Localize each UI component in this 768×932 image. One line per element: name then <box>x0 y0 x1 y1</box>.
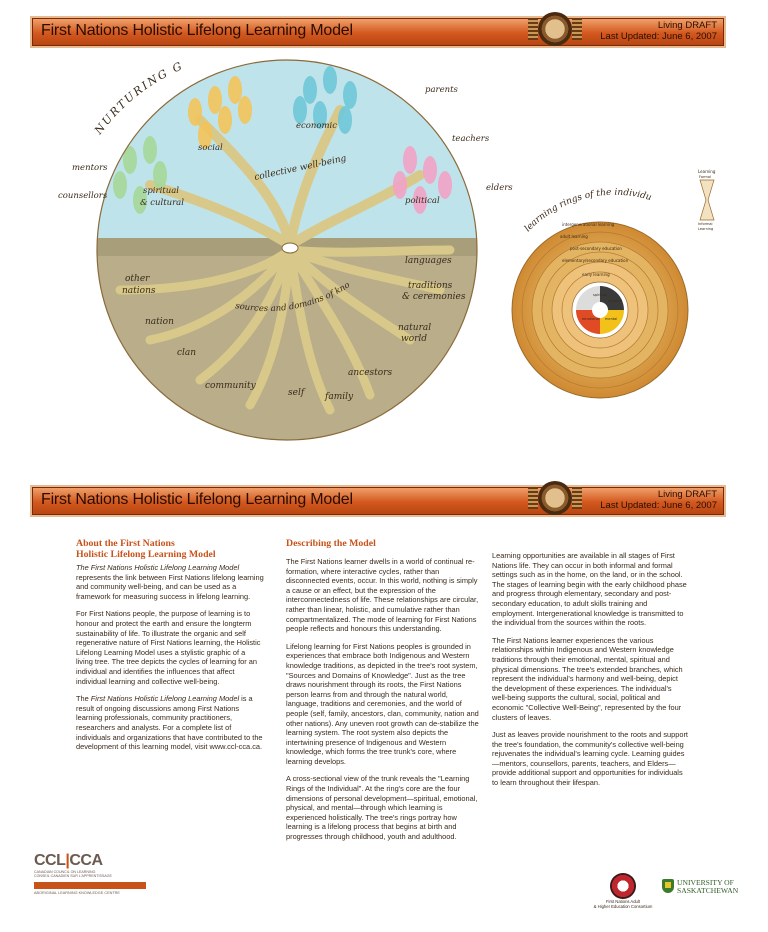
label-ceremonies: & ceremonies <box>402 292 466 302</box>
trunk-core-icon <box>282 243 298 253</box>
label-languages: languages <box>405 256 452 266</box>
callout-learning-1: Learning <box>698 169 716 174</box>
usask-name <box>677 879 738 896</box>
ccl-centre: ABORIGINAL LEARNING KNOWLEDGE CENTRE <box>34 890 120 895</box>
about-paragraph-2: For First Nations people, the purpose of learning is to honour and protect the earth and ensure the longterm sustainability of life. To illustrate the organic and self regenerative nature of First Nations learning, the Holistic Lifelong Learning Model uses a stylistic graphic of a living tree. The tree depicts the cycles of learning for an individual and identifies the influences that affect individual learning and collective well-being. <box>76 609 261 686</box>
about-p3-body: is a result of ongoing discussions among First Nations learning professionals, community practitioners, researchers and analysts. For a complete list of individuals and organizations that have contributed to the development of this learning model, visit www.ccl-cca.ca. <box>76 694 263 752</box>
describe-paragraph-3: A cross-sectional view of the trunk reveals the "Learning Rings of the Individual". At the ring's core are the four dimensions of personal development—spiritual, emotional, physical, and mental—through which learning is experienced holistically. The tree's rings portray how learning is a lifelong process that begins at birth and progresses through childhood, youth and adulthood. <box>286 774 478 842</box>
right-paragraph-1: Learning opportunities are available in all stages of First Nations life. They can occur in both informal and formal settings such as in the home, on the land, or in the school. The stages of learning begin with the early childhood phase and progress through elementary, secondary and post-secondary education, to adult skills training and employment. Intergenerational knowledge is transmitted to the individual from the sources within the roots. <box>492 551 687 628</box>
describe-paragraph-2: Lifelong learning for First Nations peoples is grounded in experiences that embrace both Indigenous and Western knowledge traditions, as depicted in the tree's root system, "Sources and Domains of Knowledge". Just as the tree draws nourishment through its roots, the First Nations person learns from and through the natural world, language, traditions and ceremonies, and the world of people (self, family, ancestors, clan, community, nation and other nations). Any uneven root growth can de-stabilize the learning system. The root system also depicts the intertwining presence of Indigenous and Western knowledge, which forms the tree trunk's core, where learning develops. <box>286 641 479 766</box>
guide-parents: parents <box>425 85 458 95</box>
consortium-name-1: First Nations Adult <box>606 899 640 904</box>
guide-mentors: mentors <box>72 163 108 173</box>
label-ancestors: ancestors <box>348 368 393 378</box>
ccl-french: CONSEIL CANADIEN SUR L'APPRENTISSAGE <box>34 874 112 879</box>
about-p3-model-name: First Nations Holistic Lifelong Learning Model <box>90 694 240 704</box>
about-p3-pre: The <box>76 694 91 704</box>
label-traditions: traditions <box>408 281 453 291</box>
label-collective-well-being: collective well-being <box>253 153 348 183</box>
right-paragraph-3: Just as leaves provide nourishment to the roots and support the tree's foundation, the community's collective well-being rejuvenates the individual's learning cycle. Learning guides—mentors, counsellors, parents, teachers, and Elders—provide additional support and opportunities for individuals to learn throughout their lifespan. <box>492 730 688 788</box>
label-world: world <box>401 334 428 344</box>
ring-label-elementary: elementary/secondary education <box>562 258 629 263</box>
label-economic: economic <box>296 121 338 131</box>
nurturing-guides-label: NURTURING G <box>91 58 186 137</box>
ccl-cca-logo <box>34 852 146 895</box>
callout-learning-2: Learning <box>698 227 714 231</box>
about-heading <box>76 538 264 560</box>
draft-status-2 <box>600 489 717 511</box>
label-community: community <box>205 381 256 391</box>
label-political: political <box>405 196 440 206</box>
label-family: family <box>325 392 354 402</box>
core-label-spiritual: spiritual <box>593 293 608 297</box>
ring-label-intergenerational: intergenerational learning <box>562 222 615 227</box>
drum-logo-icon-2 <box>538 481 572 515</box>
right-column <box>492 551 688 796</box>
about-p1-body: represents the link between First Nations lifelong learning and community well-being, and can be used as a framework for measuring success in lifelong learning. <box>76 572 264 601</box>
consortium-logo <box>588 873 658 909</box>
ring-label-adult: adult learning <box>560 234 588 239</box>
guide-counsellors: counsellors <box>58 191 108 201</box>
core-label-mental: mental <box>605 317 618 321</box>
about-paragraph-1 <box>76 563 264 601</box>
about-column <box>76 534 264 760</box>
guide-elders: elders <box>486 183 513 193</box>
label-spiritual: spiritual <box>143 186 179 196</box>
callout-formal: Formal <box>699 175 711 179</box>
formal-informal-callout <box>698 169 716 231</box>
status-label-2: Living DRAFT <box>657 489 717 500</box>
drum-logo-icon <box>538 12 572 46</box>
rings-title: learning rings of the individu <box>522 187 653 235</box>
right-paragraph-2: The First Nations learner experiences the various relationships within Indigenous and Western knowledge traditions through their emotional, mental, spiritual and physical dimensions. The tree's extended branches, which represent the individual's harmony and well-being, depict the development of these experiences. The individual's well-being supports the cultural, social, political and economic "Collective Well-Being", represented by the four clusters of leaves. <box>492 635 683 722</box>
ccl-mark-fr: CCA <box>69 852 103 869</box>
label-sources-domains: sources and domains of kno <box>234 280 352 315</box>
label-clan: clan <box>177 348 197 358</box>
label-nations: nations <box>122 286 156 296</box>
consortium-badge-icon <box>610 873 636 899</box>
ccl-english: CANADIAN COUNCIL ON LEARNING <box>34 870 96 874</box>
core-label-emotional: emotional <box>582 317 600 321</box>
callout-informal: Informal <box>698 222 713 226</box>
usask-crest-icon <box>662 879 674 893</box>
usask-name-1: UNIVERSITY OF <box>677 878 734 887</box>
label-social: social <box>198 143 223 153</box>
page-title-2: First Nations Holistic Lifelong Learning Model <box>41 491 353 508</box>
label-cultural: & cultural <box>140 198 184 208</box>
about-heading-line-1: About the First Nations <box>76 538 175 549</box>
ccl-mark: CCL|CCA <box>34 852 103 869</box>
label-self: self <box>288 388 305 398</box>
ccl-mark-en: CCL <box>34 852 66 869</box>
about-heading-line-2: Holistic Lifelong Learning Model <box>76 549 216 560</box>
core-label-physical: physical <box>608 299 623 303</box>
guide-teachers: teachers <box>452 134 490 144</box>
label-nation: nation <box>145 317 174 327</box>
describe-paragraph-1: The First Nations learner dwells in a world of continual re-formation, where interactive cycles, rather than disconnected events, occur. In this world, nothing is simply a cause or an effect, but the expression of the interconnectedness of life. These relationships are circular, rather than linear, holistic, and cumulative rather than compartmentalized. The mode of learning for First Nations people reflects and honours this understanding. <box>286 557 479 634</box>
label-natural: natural <box>398 323 432 333</box>
about-p1-model-name: The First Nations Holistic Lifelong Learning Model <box>76 563 240 572</box>
status-label: Living DRAFT <box>657 20 717 31</box>
ccl-bar <box>34 882 146 889</box>
describe-column <box>286 534 482 850</box>
header-banner-2 <box>32 487 724 515</box>
updated-label-2: Last Updated: June 6, 2007 <box>600 500 717 511</box>
ring-label-post-secondary: post-secondary education <box>570 246 622 251</box>
learning-model-diagram <box>0 56 768 456</box>
updated-label: Last Updated: June 6, 2007 <box>600 31 717 42</box>
header-banner <box>32 18 724 46</box>
ring-label-early: early learning <box>582 272 610 277</box>
consortium-name-2: & Higher Education Consortium <box>593 904 653 909</box>
describe-heading: Describing the Model <box>286 538 376 549</box>
page-title: First Nations Holistic Lifelong Learning Model <box>41 22 353 39</box>
usask-name-2: SASKATCHEWAN <box>677 886 739 896</box>
about-paragraph-3 <box>76 694 264 752</box>
draft-status <box>600 20 717 42</box>
label-other: other <box>125 274 150 284</box>
